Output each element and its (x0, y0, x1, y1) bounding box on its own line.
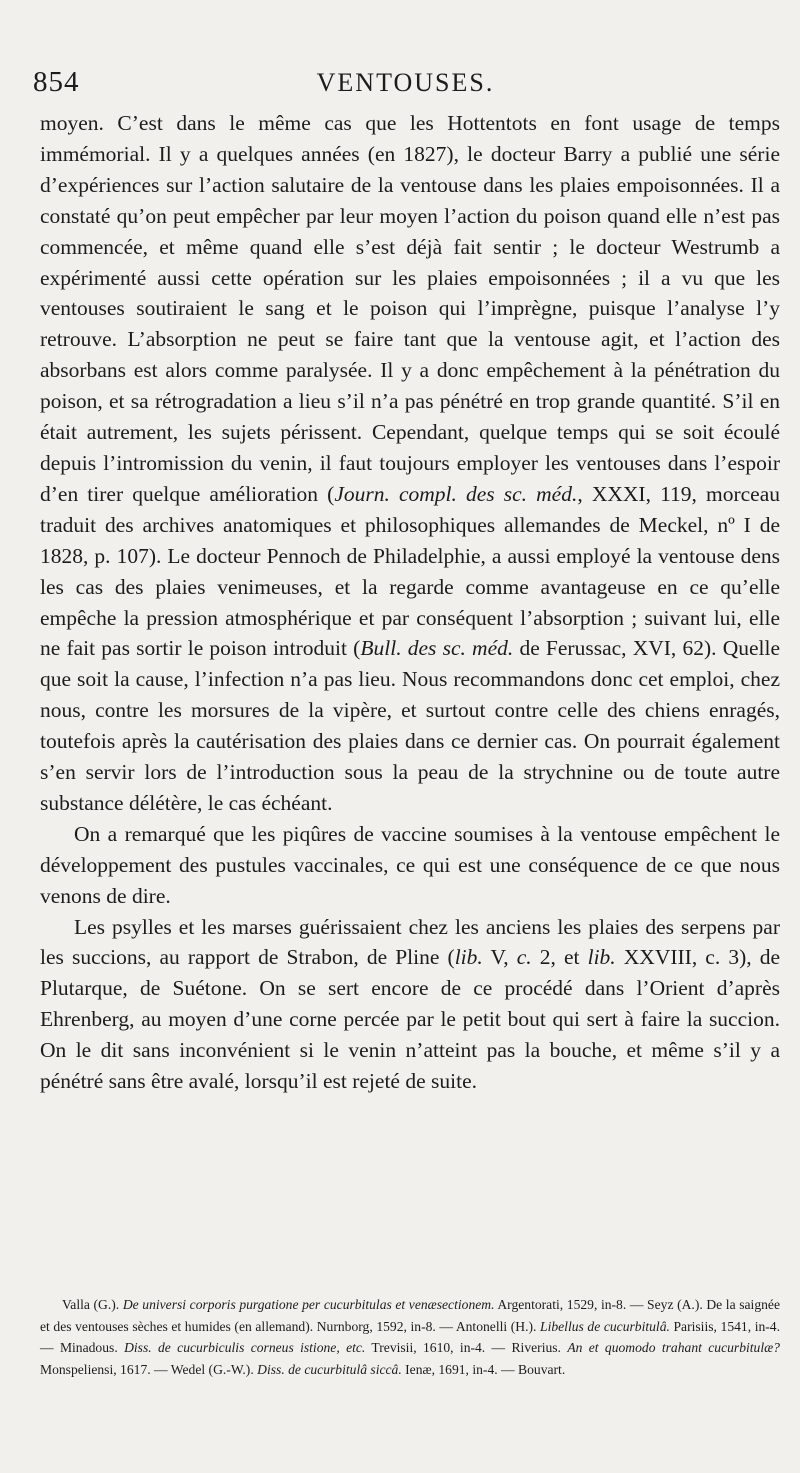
text-run: Ienæ, 1691, in-4. — Bouvart. (401, 1361, 566, 1377)
text-run: 2, et (531, 945, 588, 970)
page-header (33, 66, 778, 106)
text-run: Parisiis, 1541, in-4. — Minadous. (40, 1318, 780, 1355)
italic-text: An et quomodo trahant cucurbitulæ? (567, 1340, 780, 1355)
paragraph (40, 819, 780, 912)
italic-text: lib. (454, 945, 483, 970)
text-run: moyen. C’est dans le même cas que les Hottentots en font usage de temps immémorial. Il y a quelques années (en 1827), le docteur Barry a publié une série d’expériences sur l’action salutaire de la ventouse dans les plaies empoisonnées. Il a constaté qu’on peut empêcher par leur moyen l’action du poison quand elle n’est pas commencée, et même quand elle s’est déjà fait sentir ; le docteur Westrumb a expérimenté aussi cette opération sur les plaies empoisonnées ; il a vu que les ventouses soutiraient le sang et le poison qui l’imprègne, puisque l’analyse l’y retrouve. L’absorption ne peut se faire tant que la ventouse agit, et l’action des absorbans est alors comme paralysée. Il y a donc empêchement à la pénétration du poison, et sa rétrogradation a lieu s’il n’a pas pénétré en trop grande quantité. S’il en était autrement, les sujets périssent. Cependant, quelque temps qui se soit écoulé depuis l’intromission du venin, il faut toujours employer les ventouses dans l’espoir d’en tirer quelque amélioration ( (40, 111, 780, 506)
text-run: Monspeliensi, 1617. — Wedel (G.-W.). (40, 1361, 258, 1377)
text-run: Trevisii, 1610, in-4. — Riverius. (365, 1340, 568, 1355)
italic-text: Journ. compl. des sc. méd. (334, 481, 578, 506)
italic-text: Bull. des sc. méd. (360, 636, 514, 661)
text-run: On a remarqué que les piqûres de vaccine soumises à la ventouse empêchent le développement des pustules vaccinales, ce qui est une conséquence de ce que nous venons de dire. (40, 821, 780, 908)
italic-text: Diss. de cucurbiculis corneus istione, etc. (124, 1340, 366, 1355)
bibliography-paragraph (40, 1294, 780, 1380)
italic-text: Diss. de cucurbitulâ siccâ. (257, 1361, 402, 1377)
italic-text: De universi corporis purgatione per cucurbitulas et venæsectionem. (122, 1297, 495, 1312)
paragraph (40, 108, 780, 819)
running-head: VENTOUSES. (316, 68, 495, 97)
text-run: , XXXI, 119, morceau traduit des archives anatomiques et philosophiques allemandes de Meckel, nº I de 1828, p. 107). Le docteur Pennoch de Philadelphie, a aussi employé la ventouse dens les cas des plaies venimeuses, et la regarde comme avantageuse en ce qu’elle empêche la pression atmosphérique et par conséquent l’absorption ; suivant lui, elle ne fait pas sortir le poison introduit ( (40, 481, 781, 661)
bibliography-notes (40, 1294, 780, 1380)
body-text (40, 108, 780, 1097)
text-run: Valla (G.). (62, 1297, 123, 1312)
italic-text: c. (516, 945, 532, 970)
italic-text: Libellus de cucurbitulâ. (540, 1318, 670, 1334)
italic-text: lib. (587, 945, 616, 970)
paragraph (40, 912, 780, 1097)
text-run: Les psylles et les marses guérissaient chez les anciens les plaies des serpens par les succions, au rapport de Strabon, de Pline ( (40, 914, 780, 970)
text-run: XXVIII, c. 3), de Plutarque, de Suétone. On se sert encore de ce procédé dans l’Orient d’après Ehrenberg, au moyen d’une corne percée par le petit bout qui sert à faire la succion. On le dit sans inconvénient si le venin n’atteint pas la bouche, et même s’il y a pénétré sans être avalé, lorsqu’il est rejeté de suite. (40, 945, 780, 1094)
text-run: de Ferussac, XVI, 62). Quelle que soit la cause, l’infection n’a pas lieu. Nous recommandons donc cet emploi, chez nous, contre les morsures de la vipère, et surtout contre celle des chiens enragés, toutefois après la cautérisation des plaies dans ce dernier cas. On pourrait également s’en servir lors de l’introduction sous la peau de la strychnine ou de toute autre substance délétère, le cas échéant. (40, 636, 781, 815)
page-number: 854 (33, 66, 80, 98)
text-run: Argentorati, 1529, in-8. — Seyz (A.). De la saignée et des ventouses sèches et humides (en allemand). Nurnborg, 1592, in-8. — Antonelli (H.). (40, 1297, 780, 1334)
text-run: V, (482, 945, 517, 970)
